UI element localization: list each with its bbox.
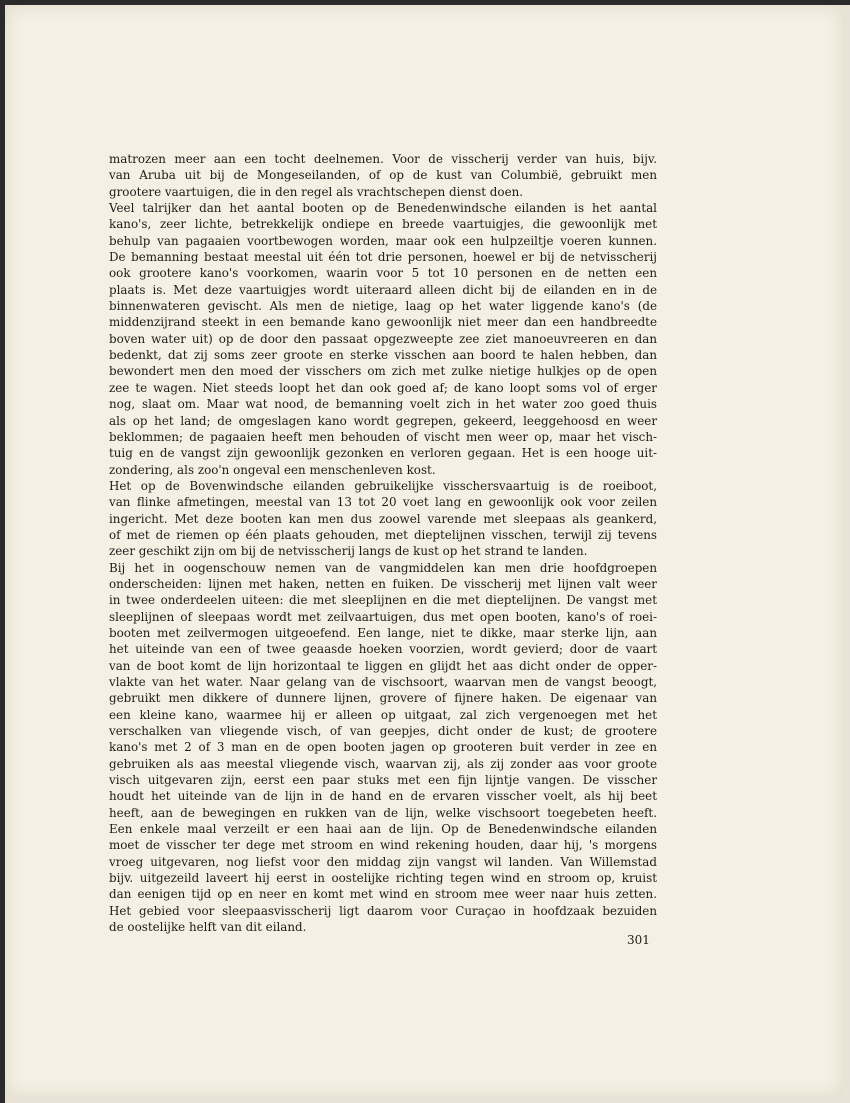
text-line: ingericht. Met deze booten kan men dus zoowel varende met sleepaas als geankerd, <box>109 511 657 526</box>
text-line: Het op de Bovenwindsche eilanden gebruikelijke visschersvaartuig is de roeiboot, <box>109 478 657 493</box>
text-line: de oostelijke helft van dit eiland. <box>109 920 307 935</box>
text-line: moet de visscher ter dege met stroom en wind rekening houden, daar hij, 's morgens <box>109 838 657 853</box>
body-text <box>109 151 657 936</box>
text-line: De bemanning bestaat meestal uit één tot drie personen, hoewel er bij de netvisscherij <box>109 250 657 265</box>
text-line: heeft, aan de bewegingen en rukken van de lijn, welke vischsoort toegebeten heeft. <box>109 805 657 820</box>
text-line: vroeg uitgevaren, nog liefst voor den middag zijn vangst wil landen. Van Willemstad <box>109 854 657 869</box>
text-line: sleeplijnen of sleepaas wordt met zeilvaartuigen, dus met open booten, kano's of roei- <box>109 609 657 624</box>
text-line: van de boot komt de lijn horizontaal te liggen en glijdt het aas dicht onder de opper- <box>109 658 657 673</box>
text-line: verschalken van vliegende visch, of van geepjes, dicht onder de kust; de grootere <box>109 724 657 739</box>
text-line: vlakte van het water. Naar gelang van de vischsoort, waarvan men de vangst beoogt, <box>109 675 657 689</box>
text-line: Een enkele maal verzeilt er een haai aan de lijn. Op de Benedenwindsche eilanden <box>109 822 657 837</box>
text-line: Veel talrijker dan het aantal booten op de Benedenwindsche eilanden is het aantal <box>109 201 657 216</box>
text-line: kano's met 2 of 3 man en de open booten jagen op grooteren buit verder in zee en <box>109 740 657 755</box>
text-line: gebruikt men dikkere of dunnere lijnen, grovere of fijnere haken. De eigenaar van <box>109 691 657 706</box>
text-line: zeer geschikt zijn om bij de netvisscherij langs de kust op het strand te landen. <box>109 544 588 559</box>
text-line: gebruiken als aas meestal vliegende visch, waarvan zij, als zij zonder aas voor groote <box>109 756 657 771</box>
page-edge-bottom <box>5 1097 850 1103</box>
text-line: zondering, als zoo'n ongeval een menschenleven kost. <box>109 462 436 477</box>
text-line: boven water uit) op de door den passaat opgezweepte zee ziet manoeuvreeren en dan <box>109 331 657 346</box>
text-line: als op het land; de omgeslagen kano wordt gegrepen, gekeerd, leeggehoosd en weer <box>109 413 657 428</box>
text-line: grootere vaartuigen, die in den regel als vrachtschepen dienst doen. <box>109 184 524 199</box>
text-line: bijv. uitgezeild laveert hij eerst in oostelijke richting tegen wind en stroom op, kruist <box>109 871 657 886</box>
text-line: visch uitgevaren zijn, eerst een paar stuks met een fijn lijntje vangen. De visscher <box>109 773 657 788</box>
text-line: matrozen meer aan een tocht deelnemen. Voor de visscherij verder van huis, bijv. <box>109 152 657 166</box>
page-edge-right <box>843 5 850 1097</box>
text-line: of met de riemen op één plaats gehouden, met dieptelijnen visschen, terwijl zij tevens <box>109 527 657 542</box>
text-line: zee te wagen. Niet steeds loopt het dan ook goed af; de kano loopt soms vol of erger <box>109 380 657 395</box>
text-line: binnenwateren gevischt. Als men de nietige, laag op het water liggende kano's (de <box>109 299 657 314</box>
text-line: het uiteinde van een of twee geaasde hoeken voorzien, wordt gevierd; door de vaart <box>109 642 657 657</box>
text-line: onderscheiden: lijnen met haken, netten en fuiken. De visscherij met lijnen valt weer <box>109 576 657 591</box>
text-line: tuig en de vangst zijn gewoonlijk gezonken en verloren gegaan. Het is een hooge uit- <box>109 446 657 461</box>
page-number: 301 <box>627 933 650 947</box>
text-line: een kleine kano, waarmee hij er alleen op uitgaat, zal zich vergenoegen met het <box>109 707 657 722</box>
text-line: nog, slaat om. Maar wat nood, de bemanning voelt zich in het water zoo goed thuis <box>109 397 657 412</box>
text-line: van flinke afmetingen, meestal van 13 tot 20 voet lang en gewoonlijk ook voor zeilen <box>109 495 657 510</box>
text-line: dan eenigen tijd op en neer en komt met wind en stroom mee weer naar huis zetten. <box>109 887 657 902</box>
text-line: plaats is. Met deze vaartuigjes wordt uiteraard alleen dicht bij de eilanden en in de <box>109 282 657 297</box>
text-line: booten met zeilvermogen uitgeoefend. Een lange, niet te dikke, maar sterke lijn, aan <box>109 625 657 640</box>
text-line: van Aruba uit bij de Mongeseilanden, of op de kust van Columbië, gebruikt men <box>109 168 657 183</box>
page <box>5 5 843 1097</box>
text-line: bedenkt, dat zij soms zeer groote en sterke visschen aan boord te halen hebben, dan <box>109 348 657 363</box>
text-line: in twee onderdeelen uiteen: die met sleeplijnen en die met dieptelijnen. De vangst met <box>109 593 657 608</box>
text-line: Het gebied voor sleepaasvisscherij ligt daarom voor Curaçao in hoofdzaak bezuiden <box>109 903 657 918</box>
text-line: Bij het in oogenschouw nemen van de vangmiddelen kan men drie hoofdgroepen <box>109 560 657 575</box>
text-line: behulp van pagaaien voortbewogen worden, maar ook een hulpzeiltje voeren kunnen. <box>109 233 657 248</box>
text-line: middenzijrand steekt in een bemande kano gewoonlijk niet meer dan een handbreedte <box>109 315 657 330</box>
text-line: kano's, zeer lichte, betrekkelijk ondiepe en breede vaartuigjes, die gewoonlijk met <box>109 217 657 232</box>
text-line: ook grootere kano's voorkomen, waarin voor 5 tot 10 personen en de netten een <box>109 266 657 281</box>
text-line: bewondert men den moed der visschers om zich met zulke nietige hulkjes op de open <box>109 364 657 379</box>
text-line: beklommen; de pagaaien heeft men behouden of vischt men weer op, maar het visch- <box>109 429 657 444</box>
text-line: houdt het uiteinde van de lijn in de hand en de ervaren visscher voelt, als hij beet <box>109 789 657 804</box>
